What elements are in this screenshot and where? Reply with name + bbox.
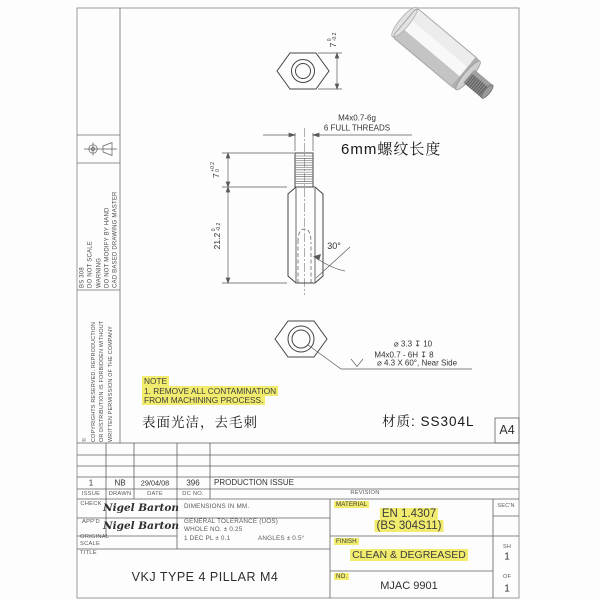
date-header: DATE	[147, 491, 163, 497]
check-label: CHECK	[80, 501, 102, 507]
no-label: NO.	[336, 573, 348, 580]
thread-length-note-cn: 6mm螺纹长度	[341, 141, 442, 158]
sheet-format-label: A4	[499, 423, 515, 437]
drawing-title: VKJ TYPE 4 PILLAR M4	[131, 570, 279, 584]
issue-header: ISSUE	[81, 491, 101, 497]
approved-label: APP'D	[82, 519, 100, 525]
tolerance-line3: 1 DEC PL ± 0.1	[184, 535, 231, 542]
hole-callout-line2: M4x0.7 - 6H ↧ 8	[374, 350, 434, 360]
angle-annotation-lines	[313, 247, 350, 278]
approved-by-signature: Nigel Barton	[103, 520, 179, 532]
note-line2: FROM MACHINING PROCESS.	[144, 395, 264, 405]
thread-spec-label: M4x0.7-6g	[338, 113, 376, 123]
revision-description: PRODUCTION ISSUE	[214, 478, 295, 487]
material-note-cn: 材质: SS304L	[382, 414, 475, 429]
tolerance-line2: WHOLE NO. ± 0.25	[184, 526, 243, 533]
front-view-dimension-lines	[222, 153, 294, 283]
bottom-view	[275, 321, 327, 357]
issue-date: 29/04/08	[140, 478, 170, 488]
dc-number: 396	[186, 478, 200, 488]
material-spec-2: (BS 304S11)	[376, 520, 442, 532]
strip-copyright-text: © COPYRIGHTS RESERVED. REPRODUCTION OR DISTRIBUTION IS FORBIDDEN WITHOUT WRITTEN PERMISSION OF THE COMPANY	[82, 320, 114, 442]
tolerance-line1: GENERAL TOLERANCE (UOS)	[184, 518, 279, 525]
dc-no-header: DC NO.	[182, 491, 204, 497]
dimension-across-flats: 7 0 -0.2	[326, 32, 338, 48]
surface-note-cn: 表面光洁，去毛刺	[142, 415, 258, 430]
note-title: NOTE	[144, 376, 168, 386]
drawn-initials: NB	[114, 478, 126, 488]
sheet-total: 1	[504, 583, 510, 595]
strip-standards-text: BS 308 DO NOT SCALE WARNING DO NOT MODIFY BY HAND CAD BASED DRAWING MASTER	[79, 191, 119, 288]
checked-by-signature: Nigel Barton	[103, 502, 179, 514]
hole-callout-line3: ⌀ 4.3 X 60°, Near Side	[376, 358, 458, 368]
full-threads-label: 6 FULL THREADS	[323, 123, 391, 133]
material-label: MATERIAL	[336, 501, 368, 508]
issue-number: 1	[88, 478, 94, 488]
section-label: SEC'N	[497, 503, 515, 509]
top-view-dimension-lines	[318, 53, 342, 89]
original-label: ORIGINAL	[80, 534, 110, 540]
projection-symbol-icon	[84, 143, 117, 156]
top-view	[277, 53, 329, 89]
dimension-stud-length: 7 +0.2 0	[209, 161, 221, 179]
drawn-header: DRAWN	[108, 491, 132, 497]
dimension-body-length: 21.2 0 -0.2	[210, 222, 222, 250]
title-label: TITLE	[80, 550, 97, 556]
of-label: OF	[502, 574, 512, 580]
isometric-render	[388, 4, 501, 108]
scale-label: SCALE	[80, 541, 101, 547]
material-spec-1: EN 1.4307	[381, 508, 437, 520]
finish-label: FINISH	[336, 538, 357, 545]
revision-header: REVISION	[350, 490, 380, 496]
sheet-number: 1	[504, 551, 510, 563]
finish-spec: CLEAN & DEGREASED	[352, 549, 466, 561]
note-line1: 1. REMOVE ALL CONTAMINATION	[144, 385, 277, 396]
angle-label: 30°	[327, 241, 341, 251]
tolerance-angles: ANGLES ± 0.5°	[258, 535, 305, 542]
sheet-label: SH	[502, 544, 512, 550]
dimensions-note: DIMENSIONS IN MM.	[184, 503, 250, 510]
countersink-icon	[351, 359, 363, 367]
drawing-number: MJAC 9901	[380, 580, 438, 592]
hole-callout-line1: ⌀ 3.3 ↧ 10	[393, 339, 433, 349]
